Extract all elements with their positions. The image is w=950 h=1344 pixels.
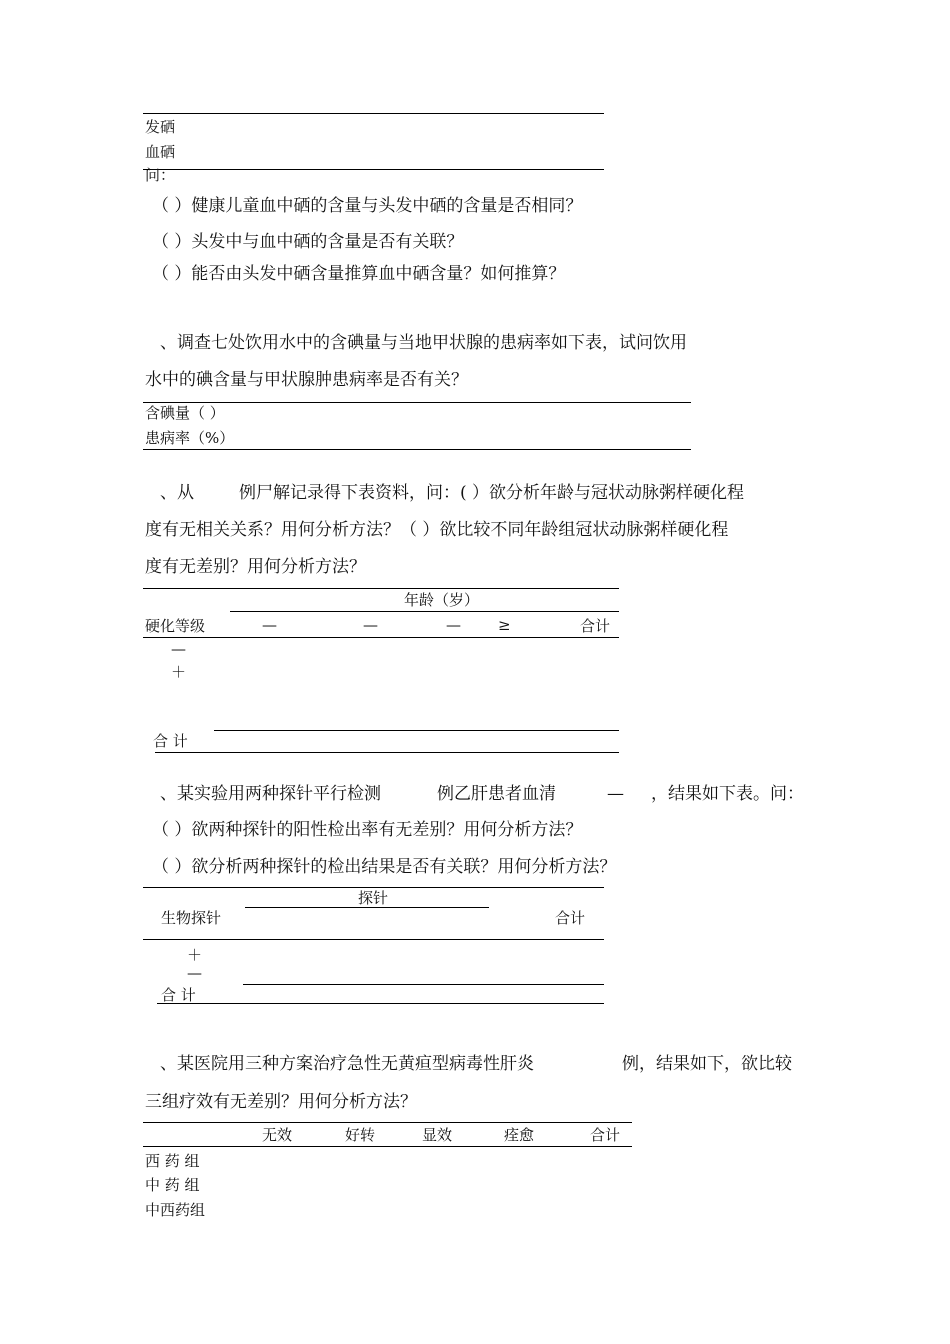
q3-row-header: 硬化等级 bbox=[145, 617, 206, 635]
q4-total-col-header: 合计 bbox=[555, 909, 586, 927]
q1-row-hair-selenium: 发硒 bbox=[145, 118, 176, 136]
q4-table-bottom-rule bbox=[157, 1003, 604, 1004]
q3-total-row-label: 合 计 bbox=[153, 732, 188, 750]
q4-question-line-1a: 、某实验用两种探针平行检测 bbox=[160, 784, 381, 804]
q3-age-group-header: 年龄（岁） bbox=[404, 591, 480, 609]
q5-col-marked: 显效 bbox=[422, 1126, 453, 1144]
q4-total-row-label: 合 计 bbox=[161, 986, 196, 1004]
q3-age-col-4: ≥ bbox=[498, 616, 511, 634]
q1-item-2: （ ）头发中与血中硒的含量是否有关联？ bbox=[152, 232, 464, 252]
q3-age-col-1: — bbox=[262, 616, 277, 634]
q5-question-line-2: 三组疗效有无差别？用何分析方法？ bbox=[145, 1092, 417, 1112]
q3-question-line-2: 度有无相关关系？用何分析方法？（ ）欲比较不同年龄组冠状动脉粥样硬化程 bbox=[145, 520, 729, 540]
q4-row-header: 生物探针 bbox=[161, 909, 222, 927]
q4-question-line-1d: ，结果如下表。问： bbox=[651, 784, 804, 804]
q5-table-top-rule bbox=[143, 1122, 632, 1123]
q4-probe-group-rule bbox=[245, 907, 489, 908]
q2-row-iodine-content: 含碘量（ ） bbox=[145, 404, 225, 422]
q5-row-combined: 中西药组 bbox=[145, 1201, 206, 1219]
q4-question-line-1c: — bbox=[607, 784, 624, 804]
q4-question-line-1b: 例乙肝患者血清 bbox=[437, 784, 556, 804]
q2-question-line-1: 、调查七处饮用水中的含碘量与当地甲状腺的患病率如下表，试问饮用 bbox=[160, 333, 687, 353]
q1-row-blood-selenium: 血硒 bbox=[145, 143, 176, 161]
q1-table-top-rule bbox=[143, 113, 604, 114]
q5-col-total: 合计 bbox=[590, 1126, 621, 1144]
q5-header-bottom-rule bbox=[143, 1146, 632, 1147]
q1-item-1: （ ）健康儿童血中硒的含量与头发中硒的含量是否相同？ bbox=[152, 196, 583, 216]
q2-question-line-2: 水中的碘含量与甲状腺肿患病率是否有关？ bbox=[145, 370, 468, 390]
q3-row-grade-2: ＋ bbox=[171, 663, 187, 681]
q4-item-1: （ ）欲两种探针的阳性检出率有无差别？用何分析方法？ bbox=[152, 820, 583, 840]
q3-row-grade-1: — bbox=[171, 640, 186, 658]
q2-row-prevalence: 患病率（%） bbox=[145, 429, 235, 447]
q4-total-rule bbox=[243, 984, 604, 985]
q4-row-positive: ＋ bbox=[187, 946, 203, 964]
q5-col-cured: 痊愈 bbox=[504, 1126, 535, 1144]
q3-total-rule bbox=[214, 730, 619, 731]
q4-item-2: （ ）欲分析两种探针的检出结果是否有关联？用何分析方法？ bbox=[152, 857, 617, 877]
q1-table-bottom-rule bbox=[143, 169, 604, 170]
q3-question-line-1b: 例尸解记录得下表资料，问：( ）欲分析年龄与冠状动脉粥样硬化程 bbox=[239, 483, 745, 503]
q3-table-top-rule bbox=[143, 588, 619, 589]
q3-question-line-1a: 、从 bbox=[160, 483, 194, 503]
q4-probe-group-header: 探针 bbox=[358, 889, 389, 907]
q4-table-top-rule bbox=[143, 887, 604, 888]
q5-row-western: 西 药 组 bbox=[145, 1152, 200, 1170]
q3-table-bottom-rule bbox=[155, 752, 619, 753]
q3-total-col-header: 合计 bbox=[580, 617, 611, 635]
q3-age-col-3: — bbox=[446, 616, 461, 634]
q5-row-chinese: 中 药 组 bbox=[145, 1176, 200, 1194]
q5-col-improved: 好转 bbox=[345, 1126, 376, 1144]
q5-question-line-1b: 例，结果如下，欲比较 bbox=[622, 1054, 792, 1074]
q5-col-ineffective: 无效 bbox=[262, 1126, 293, 1144]
q4-header-bottom-rule bbox=[143, 939, 604, 940]
q3-age-group-rule bbox=[230, 611, 619, 612]
q4-row-negative: — bbox=[187, 964, 202, 982]
q3-question-line-3: 度有无差别？用何分析方法？ bbox=[145, 557, 366, 577]
q3-header-bottom-rule bbox=[143, 637, 619, 638]
q1-item-3: （ ）能否由头发中硒含量推算血中硒含量？如何推算？ bbox=[152, 264, 566, 284]
q3-age-col-2: — bbox=[363, 616, 378, 634]
q5-question-line-1a: 、某医院用三种方案治疗急性无黄疸型病毒性肝炎 bbox=[160, 1054, 534, 1074]
q2-table-bottom-rule bbox=[143, 449, 691, 450]
q2-table-top-rule bbox=[143, 402, 691, 403]
q1-ask-label: 问： bbox=[145, 166, 176, 184]
